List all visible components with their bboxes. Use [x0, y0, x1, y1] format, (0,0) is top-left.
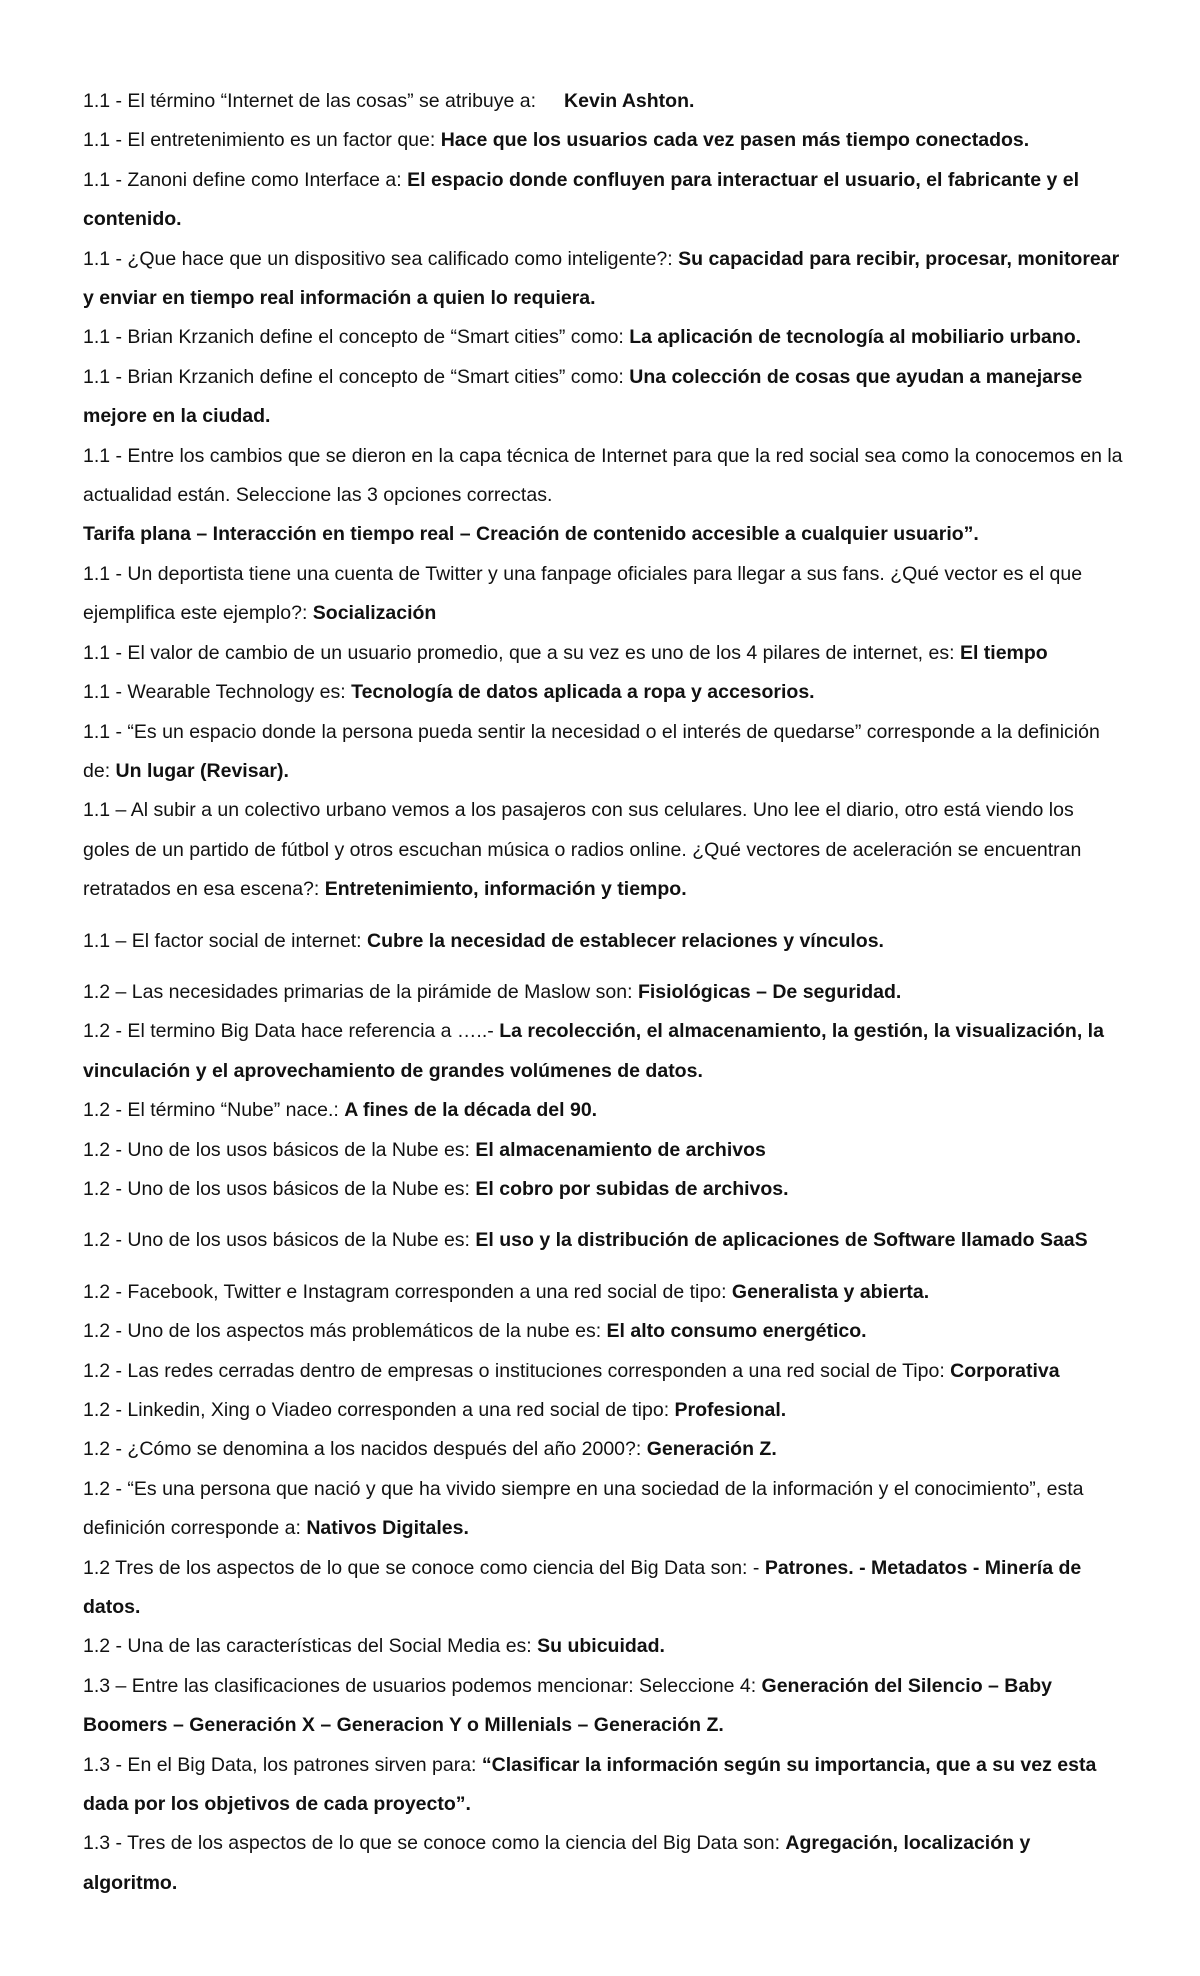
qa-item-27 — [83, 1549, 1123, 1628]
answer-text: Kevin Ashton. — [564, 90, 695, 112]
answer-text: Su capacidad para recibir, procesar, monitorear y enviar en tiempo real información a quien lo requiera. — [83, 247, 1120, 310]
question-text: 1.1 - Brian Krzanich define el concepto de “Smart cities” como: — [83, 326, 630, 349]
answer-text: El cobro por subidas de archivos. — [475, 1177, 789, 1200]
question-text: 1.3 – Entre las clasificaciones de usuarios podemos mencionar: Seleccione 4: — [83, 1674, 762, 1697]
question-text: 1.2 - Uno de los aspectos más problemáticos de la nube es: — [83, 1320, 607, 1343]
answer-text: El espacio donde confluyen para interactuar el usuario, el fabricante y el contenido. — [83, 168, 1079, 231]
qa-item-15 — [83, 973, 1123, 1012]
answer-text: Tecnología de datos aplicada a ropa y accesorios. — [351, 681, 815, 704]
question-text: 1.2 - Uno de los usos básicos de la Nube es: — [83, 1138, 476, 1161]
qa-item-3 — [83, 161, 1123, 240]
question-text: 1.2 - “Es una persona que nació y que ha vivido siempre en una sociedad de la información y el conocimiento”, esta definición corresponde a: — [83, 1477, 1084, 1540]
qa-item-18 — [83, 1131, 1123, 1170]
qa-item-10 — [83, 634, 1123, 673]
answer-text: El almacenamiento de archivos — [475, 1138, 766, 1161]
question-text: 1.2 - Linkedin, Xing o Viadeo corresponden a una red social de tipo: — [83, 1399, 675, 1421]
answer-text: La aplicación de tecnología al mobiliario urbano. — [629, 326, 1082, 349]
question-text: 1.2 - ¿Cómo se denomina a los nacidos después del año 2000?: — [83, 1438, 647, 1461]
question-text: 1.2 - Las redes cerradas dentro de empresas o instituciones corresponden a una red social de Tipo: — [83, 1359, 951, 1382]
question-text: 1.1 - ¿Que hace que un dispositivo sea calificado como inteligente?: — [83, 247, 679, 270]
qa-item-24 — [83, 1391, 1123, 1430]
answer-text: Generación Z. — [646, 1438, 777, 1461]
question-text: 1.3 - En el Big Data, los patrones sirven para: — [83, 1753, 482, 1776]
answer-text: Tarifa plana – Interacción en tiempo real – Creación de contenido accesible a cualquier usuario”. — [83, 523, 979, 546]
qa-item-1 — [83, 82, 1123, 121]
answer-text: Hace que los usuarios cada vez pasen más tiempo conectados. — [440, 129, 1030, 152]
question-text: 1.1 - Brian Krzanich define el concepto de “Smart cities” como: — [83, 365, 630, 388]
question-text: 1.2 - Facebook, Twitter e Instagram corresponden a una red social de tipo: — [83, 1280, 732, 1303]
qa-item-17 — [83, 1091, 1123, 1130]
answer-text: Socialización — [312, 602, 437, 625]
answer-text: El uso y la distribución de aplicaciones de Software llamado SaaS — [475, 1229, 1088, 1252]
answer-text: Corporativa — [950, 1359, 1060, 1382]
qa-item-7 — [83, 437, 1123, 516]
answer-text: Fisiológicas – De seguridad. — [637, 980, 902, 1003]
answer-text: A fines de la década del 90. — [344, 1099, 598, 1122]
qa-item-21 — [83, 1273, 1123, 1312]
qa-item-9 — [83, 555, 1123, 634]
qa-item-29 — [83, 1667, 1123, 1746]
question-text: 1.3 - Tres de los aspectos de lo que se conoce como la ciencia del Big Data son: — [83, 1832, 786, 1855]
answer-text: El alto consumo energético. — [606, 1320, 867, 1343]
answer-text: Generalista y abierta. — [731, 1280, 930, 1303]
qa-item-12 — [83, 713, 1123, 792]
answer-text: Cubre la necesidad de establecer relaciones y vínculos. — [367, 929, 884, 952]
question-text: 1.1 - Un deportista tiene una cuenta de Twitter y una fanpage oficiales para llegar a sus fans. ¿Qué vector es el que ejemplifica este ejemplo?: — [83, 562, 1083, 625]
qa-item-16 — [83, 1012, 1123, 1091]
qa-item-5 — [83, 318, 1123, 357]
question-text: 1.1 – Al subir a un colectivo urbano vemos a los pasajeros con sus celulares. Uno lee el diario, otro está viendo los goles de un partido de fútbol y otros escuchan música o radios online. ¿Qué vectores de aceleración se encuentran retratados en esa escena?: — [83, 799, 1082, 901]
question-text: 1.2 - Uno de los usos básicos de la Nube es: — [83, 1229, 476, 1252]
question-text: 1.2 - Uno de los usos básicos de la Nube es: — [83, 1177, 476, 1200]
qa-item-14 — [83, 922, 1123, 961]
qa-item-23 — [83, 1352, 1123, 1391]
question-text: 1.2 Tres de los aspectos de lo que se conoce como ciencia del Big Data son: - — [83, 1556, 765, 1579]
question-text: 1.1 - El valor de cambio de un usuario promedio, que a su vez es uno de los 4 pilares de internet, es: — [83, 641, 960, 664]
question-text: 1.1 - Wearable Technology es: — [83, 681, 352, 704]
qa-item-6 — [83, 358, 1123, 437]
qa-item-28 — [83, 1627, 1123, 1666]
question-text: 1.2 – Las necesidades primarias de la pirámide de Maslow son: — [83, 980, 638, 1003]
question-text: 1.1 – El factor social de internet: — [83, 929, 367, 952]
answer-text: Generación del Silencio – Baby Boomers – Generación X – Generacion Y o Millenials – Generación Z. — [83, 1674, 1052, 1737]
qa-item-8 — [83, 515, 1123, 554]
answer-text: El tiempo — [959, 641, 1048, 664]
question-text: 1.1 - El término “Internet de las cosas” se atribuye a: — [83, 90, 537, 112]
qa-item-13 — [83, 791, 1123, 909]
qa-item-11 — [83, 673, 1123, 712]
question-text: 1.1 - “Es un espacio donde la persona pueda sentir la necesidad o el interés de quedarse” corresponde a la definición de: — [83, 720, 1100, 782]
qa-item-25 — [83, 1430, 1123, 1469]
answer-text: Nativos Digitales. — [306, 1517, 469, 1540]
answer-text: Patrones. - Metadatos - Minería de datos. — [83, 1556, 1082, 1619]
qa-item-2 — [83, 121, 1123, 160]
question-text: 1.1 - Entre los cambios que se dieron en la capa técnica de Internet para que la red social sea como la conocemos en la actualidad están. Seleccione las 3 opciones correctas. — [83, 444, 1123, 507]
answer-text: Una colección de cosas que ayudan a manejarse mejore en la ciudad. — [83, 365, 1083, 428]
question-text: 1.1 - Zanoni define como Interface a: — [83, 168, 408, 191]
answer-text: Un lugar (Revisar). — [115, 759, 289, 782]
qa-item-26 — [83, 1470, 1123, 1549]
question-text: 1.2 - El termino Big Data hace referencia a …..- — [83, 1020, 500, 1043]
qa-item-22 — [83, 1312, 1123, 1351]
question-text: 1.2 - El término “Nube” nace.: — [83, 1099, 345, 1122]
question-text: 1.2 - Una de las características del Social Media es: — [83, 1635, 538, 1658]
qa-item-4 — [83, 240, 1123, 319]
answer-text: Agregación, localización y algoritmo. — [83, 1832, 1031, 1894]
qa-item-20 — [83, 1221, 1123, 1260]
answer-text: Su ubicuidad. — [537, 1635, 665, 1658]
question-text: 1.1 - El entretenimiento es un factor que: — [83, 129, 441, 152]
document-page — [83, 82, 1123, 1903]
answer-text: La recolección, el almacenamiento, la gestión, la visualización, la vinculación y el aprovechamiento de grandes volúmenes de datos. — [83, 1020, 1104, 1082]
answer-text: Entretenimiento, información y tiempo. — [324, 878, 687, 901]
qa-item-19 — [83, 1170, 1123, 1209]
answer-text: “Clasificar la información según su importancia, que a su vez esta dada por los objetivos de cada proyecto”. — [83, 1753, 1097, 1816]
qa-item-31 — [83, 1824, 1123, 1903]
qa-item-30 — [83, 1746, 1123, 1825]
answer-text: Profesional. — [674, 1399, 787, 1421]
